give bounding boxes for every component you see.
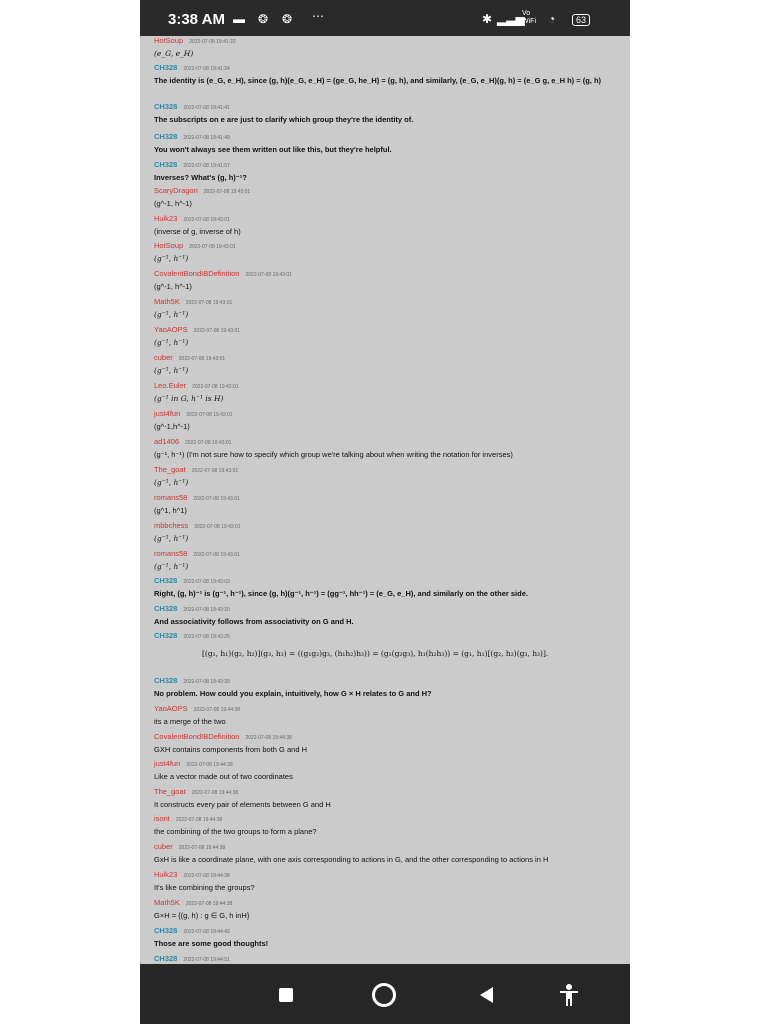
message-header xyxy=(154,160,620,171)
username-link[interactable]: CH328 xyxy=(154,63,178,72)
message-text: Right, (g, h)⁻¹ is (g⁻¹, h⁻¹), since (g, h)(g⁻¹, h⁻¹) = (gg⁻¹, hh⁻¹) = (e_G, e_H), and similarly on the other side. xyxy=(154,589,528,598)
message-header xyxy=(154,297,620,308)
message-text: (g^1, h^1) xyxy=(154,506,187,515)
chat-message xyxy=(154,102,620,125)
username-link[interactable]: YaoAOPS xyxy=(154,704,188,713)
accessibility-button[interactable] xyxy=(556,982,582,1008)
chat-message xyxy=(154,269,620,292)
username-link[interactable]: romans58 xyxy=(154,549,188,558)
message-header xyxy=(154,269,620,280)
message-timestamp: 2022-07-08 19:44:38 xyxy=(191,790,239,796)
message-text: (g⁻¹, h⁻¹) xyxy=(154,562,189,571)
wifi-icon: ◔ xyxy=(548,12,556,26)
chat-message xyxy=(154,549,620,572)
chat-message xyxy=(154,787,620,810)
accessibility-icon xyxy=(556,982,582,1008)
username-link[interactable]: The_goat xyxy=(154,787,186,796)
message-timestamp: 2022-07-08 19:44:38 xyxy=(183,873,230,879)
username-link[interactable]: CH328 xyxy=(154,102,178,111)
chat-message xyxy=(154,576,620,599)
chat-message xyxy=(154,870,620,893)
message-header xyxy=(154,102,620,113)
chat-message xyxy=(154,63,620,86)
chat-message xyxy=(154,409,620,432)
message-text: And associativity follows from associativity on G and H. xyxy=(154,617,354,626)
message-header xyxy=(154,409,620,420)
status-bar xyxy=(140,0,630,36)
chat-message xyxy=(154,325,620,348)
username-link[interactable]: CH328 xyxy=(154,954,178,963)
message-text: The identity is (e_G, e_H), since (g, h)(e_G, e_H) = (ge_G, he_H) = (g, h), and similarly, (e_G, e_H)(g, h) = (e_G g, e_H h) = (g, h) xyxy=(154,76,602,85)
message-text: (g^-1, h^-1) xyxy=(154,282,192,291)
recent-apps-button[interactable] xyxy=(273,982,299,1008)
message-text: It's like combining the groups? xyxy=(154,883,255,892)
message-header xyxy=(154,437,620,448)
message-timestamp: 2022-07-08 19:44:38 xyxy=(185,901,233,907)
username-link[interactable]: just4fun xyxy=(154,409,181,418)
message-header xyxy=(154,186,620,197)
signal-icon: ▂▃▅ xyxy=(497,12,525,26)
message-header xyxy=(154,732,620,743)
message-timestamp: 2022-07-08 19:43:01 xyxy=(192,384,239,390)
chat-message xyxy=(154,186,620,209)
username-link[interactable]: romans58 xyxy=(154,493,188,502)
chat-message xyxy=(154,36,620,59)
message-text: GXH contains components from both G and H xyxy=(154,745,307,754)
message-header xyxy=(154,214,620,225)
chat-message xyxy=(154,631,620,658)
message-timestamp: 2022-07-08 19:43:01 xyxy=(185,300,233,306)
username-link[interactable]: CovalentBondIBDefinition xyxy=(154,269,240,278)
message-header xyxy=(154,787,620,798)
username-link[interactable]: HotSoup xyxy=(154,36,184,45)
message-timestamp: 2022-07-08 19:43:01 xyxy=(185,440,232,446)
message-header xyxy=(154,898,620,909)
username-link[interactable]: cuber xyxy=(154,353,173,362)
app-notification-icon-2: ❂ xyxy=(282,12,293,26)
message-text: G×H = {(g, h) : g ∈ G, h inH} xyxy=(154,911,250,920)
message-header xyxy=(154,926,620,937)
chat-message xyxy=(154,297,620,320)
username-link[interactable]: cuber xyxy=(154,842,173,851)
message-header xyxy=(154,381,620,392)
message-text: (g⁻¹ in G, h⁻¹ is H) xyxy=(154,394,224,403)
back-button[interactable] xyxy=(474,982,500,1008)
message-text: (g^-1, h^-1) xyxy=(154,199,192,208)
message-timestamp: 2022-07-08 19:41:41 xyxy=(183,105,230,111)
chat-message xyxy=(154,926,620,949)
message-timestamp: 2022-07-08 19:43:01 xyxy=(194,524,241,530)
username-link[interactable]: HotSoup xyxy=(154,241,184,250)
more-notifications-icon: ⋯ xyxy=(312,9,324,23)
message-text: (inverse of g, inverse of h) xyxy=(154,227,241,236)
chat-message xyxy=(154,353,620,376)
message-header xyxy=(154,521,620,532)
message-timestamp: 2022-07-08 19:43:39 xyxy=(183,679,230,685)
navigation-bar xyxy=(140,964,630,1024)
message-header xyxy=(154,842,620,853)
chat-message xyxy=(154,241,620,264)
username-link[interactable]: The_goat xyxy=(154,465,186,474)
message-timestamp: 2022-07-08 19:43:20 xyxy=(183,607,230,613)
chat-message xyxy=(154,437,620,460)
username-link[interactable]: Math5K xyxy=(154,297,180,306)
message-timestamp: 2022-07-08 19:43:01 xyxy=(191,468,239,474)
message-text: (g⁻¹, h⁻¹) xyxy=(154,254,189,263)
message-text: (e_G, e_H) xyxy=(154,49,194,58)
username-link[interactable]: Math5K xyxy=(154,898,180,907)
message-timestamp: 2022-07-08 19:43:03 xyxy=(183,579,230,585)
message-header xyxy=(154,704,620,715)
chat-message xyxy=(154,704,620,727)
username-link[interactable]: ScaryDragon xyxy=(154,186,198,195)
message-timestamp: 2022-07-08 19:41:49 xyxy=(183,135,230,141)
message-timestamp: 2022-07-08 19:44:38 xyxy=(175,817,223,823)
message-text: (g^-1,h^-1) xyxy=(154,422,190,431)
username-link[interactable]: CH328 xyxy=(154,160,178,169)
battery-icon: 63 xyxy=(572,14,590,26)
message-timestamp: 2022-07-08 19:43:01 xyxy=(189,244,236,250)
username-link[interactable]: CovalentBondIBDefinition xyxy=(154,732,240,741)
message-text: You won't always see them written out like this, but they're helpful. xyxy=(154,145,392,154)
message-header xyxy=(154,36,620,47)
message-text: (g⁻¹, h⁻¹) xyxy=(154,534,189,543)
message-header xyxy=(154,325,620,336)
message-timestamp: 2022-07-08 19:43:01 xyxy=(193,496,240,502)
message-text: Those are some good thoughts! xyxy=(154,939,269,948)
chat-message xyxy=(154,814,620,837)
chat-message xyxy=(154,381,620,404)
message-timestamp: 2022-07-08 19:41:22 xyxy=(189,39,236,45)
message-timestamp: 2022-07-08 19:44:38 xyxy=(186,762,233,768)
username-link[interactable]: CH328 xyxy=(154,926,178,935)
username-link[interactable]: ad1406 xyxy=(154,437,180,446)
message-notification-icon: ▬ xyxy=(233,12,245,26)
chat-log[interactable] xyxy=(140,36,630,964)
username-link[interactable]: Hulk23 xyxy=(154,870,178,879)
message-equation: [(g₁, h₁)(g₂, h₂)](g₃, h₃) = ((g₁g₂)g₃, (h₁h₂)h₃)) = (g₁(g₂g₃), h₁(h₂h₃)) = (g₁, h₁)[(g₂, h₂)(g₃, h₃)]. xyxy=(202,649,549,658)
chat-message xyxy=(154,676,620,699)
username-link[interactable]: isont xyxy=(154,814,170,823)
username-link[interactable]: Leo.Euler xyxy=(154,381,187,390)
username-link[interactable]: CH328 xyxy=(154,132,178,141)
app-notification-icon: ❂ xyxy=(258,12,269,26)
bluetooth-icon: ✱ xyxy=(482,12,493,26)
message-timestamp: 2022-07-08 19:43:01 xyxy=(203,189,251,195)
message-header xyxy=(154,604,620,615)
chat-message xyxy=(154,160,620,183)
message-text: the combining of the two groups to form a plane? xyxy=(154,827,317,836)
message-text: Inverses? What's (g, h)⁻¹? xyxy=(154,173,247,182)
chat-message xyxy=(154,465,620,488)
message-text: (g⁻¹, h⁻¹) (I'm not sure how to specify which group we're talking about when writing the notation for inverses) xyxy=(154,450,513,459)
message-text: (g⁻¹, h⁻¹) xyxy=(154,310,189,319)
username-link[interactable]: Hulk23 xyxy=(154,214,178,223)
chat-message xyxy=(154,214,620,237)
status-time: 3:38 AM xyxy=(168,11,225,28)
message-text: It constructs every pair of elements between G and H xyxy=(154,800,331,809)
message-text: (g⁻¹, h⁻¹) xyxy=(154,478,189,487)
message-text: The subscripts on e are just to clarify which group they're the identity of. xyxy=(154,115,414,124)
message-header xyxy=(154,759,620,770)
message-header xyxy=(154,353,620,364)
phone-screen xyxy=(140,0,630,1024)
username-link[interactable]: CH328 xyxy=(154,676,178,685)
chat-message xyxy=(154,759,620,782)
message-header xyxy=(154,241,620,252)
message-timestamp: 2022-07-08 19:41:57 xyxy=(183,163,230,169)
username-link[interactable]: just4fun xyxy=(154,759,181,768)
message-header xyxy=(154,870,620,881)
message-header xyxy=(154,814,620,825)
message-text: GxH is like a coordinate plane, with one axis corresponding to actions in G, and the other corresponding to actions in H xyxy=(154,855,549,864)
message-timestamp: 2022-07-08 19:43:25 xyxy=(183,634,230,640)
message-header xyxy=(154,576,620,587)
username-link[interactable]: CH328 xyxy=(154,576,178,585)
message-timestamp: 2022-07-08 19:44:38 xyxy=(245,735,292,741)
message-text: its a merge of the two xyxy=(154,717,226,726)
message-header xyxy=(154,676,620,687)
message-timestamp: 2022-07-08 19:41:24 xyxy=(183,66,230,72)
message-timestamp: 2022-07-08 19:43:01 xyxy=(193,552,240,558)
message-timestamp: 2022-07-08 19:44:38 xyxy=(178,845,226,851)
message-text: Like a vector made out of two coordinates xyxy=(154,772,293,781)
chat-message xyxy=(154,521,620,544)
chat-message xyxy=(154,732,620,755)
chat-message xyxy=(154,132,620,155)
username-link[interactable]: mbbchess xyxy=(154,521,189,530)
message-timestamp: 2022-07-08 19:43:01 xyxy=(183,217,230,223)
username-link[interactable]: CH328 xyxy=(154,631,178,640)
message-header xyxy=(154,63,620,74)
username-link[interactable]: CH328 xyxy=(154,604,178,613)
message-text: No problem. How could you explain, intuitively, how G × H relates to G and H? xyxy=(154,689,432,698)
message-timestamp: 2022-07-08 19:43:01 xyxy=(193,328,241,334)
chat-message xyxy=(154,898,620,921)
vowifi-label: Vo WiFi xyxy=(522,10,536,25)
message-timestamp: 2022-07-08 19:43:01 xyxy=(178,356,226,362)
chat-message xyxy=(154,604,620,627)
message-timestamp: 2022-07-08 19:44:51 xyxy=(183,957,230,963)
message-header xyxy=(154,493,620,504)
home-button[interactable] xyxy=(371,982,397,1008)
chat-message xyxy=(154,842,620,865)
message-timestamp: 2022-07-08 19:44:43 xyxy=(183,929,230,935)
message-header xyxy=(154,549,620,560)
chat-message xyxy=(154,493,620,516)
username-link[interactable]: YaoAOPS xyxy=(154,325,188,334)
message-header xyxy=(154,631,620,642)
message-header xyxy=(154,132,620,143)
message-text: (g⁻¹, h⁻¹) xyxy=(154,338,189,347)
message-timestamp: 2022-07-08 19:43:01 xyxy=(186,412,233,418)
message-header xyxy=(154,465,620,476)
message-timestamp: 2022-07-08 19:44:38 xyxy=(193,707,241,713)
message-timestamp: 2022-07-08 19:43:01 xyxy=(245,272,292,278)
message-text: (g⁻¹, h⁻¹) xyxy=(154,366,189,375)
